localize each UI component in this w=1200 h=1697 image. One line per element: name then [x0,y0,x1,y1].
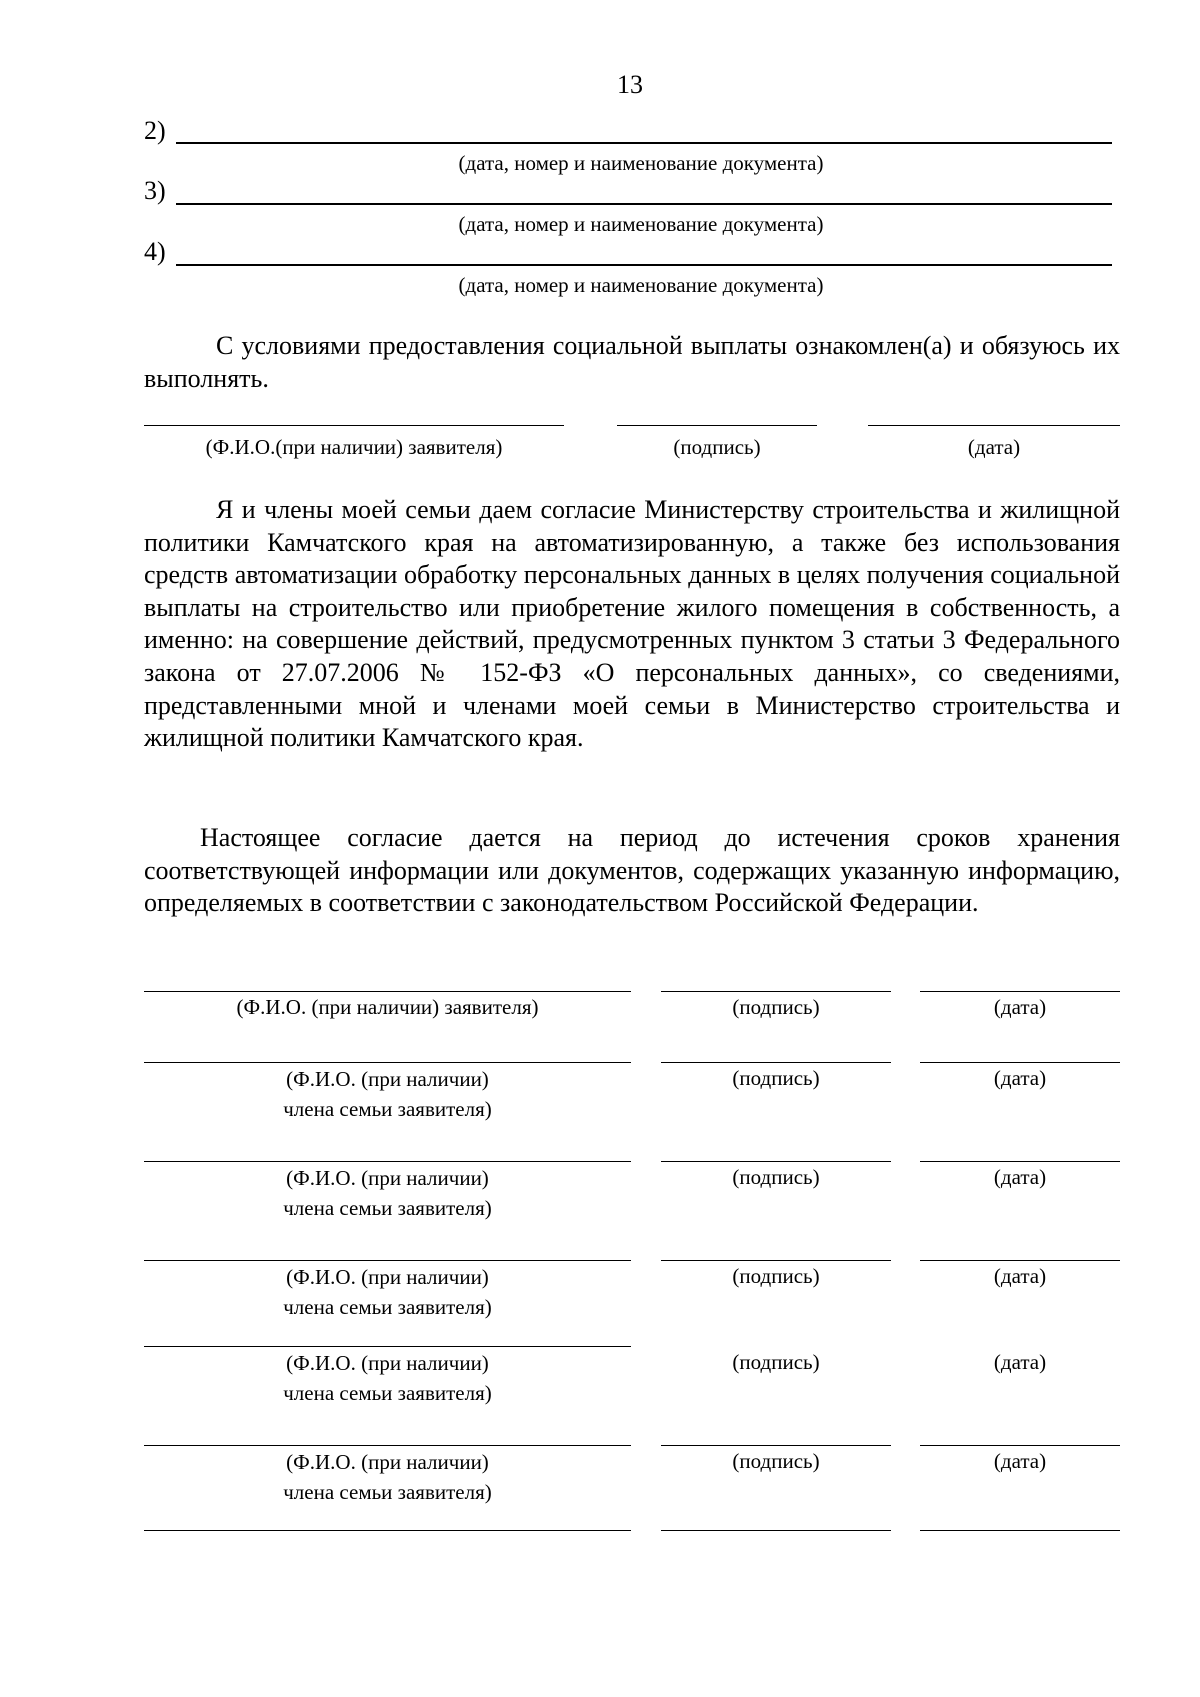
date-caption: (дата) [993,1066,1047,1090]
member-fio-caption-line2: члена семьи заявителя) [283,1097,492,1121]
member-date-line[interactable] [920,1062,1120,1063]
applicant-date-line[interactable] [920,991,1120,992]
member-fio-caption-line1: (Ф.И.О. (при наличии) [286,1166,489,1190]
document-input-line[interactable] [176,203,1112,205]
document-caption: (дата, номер и наименование документа) [458,212,824,236]
list-item-number: 4) [144,237,166,266]
member-fio-caption [144,1447,631,1507]
member-date-line[interactable] [920,1445,1120,1446]
member-date-line[interactable] [920,1260,1120,1261]
member-fio-caption [144,1262,631,1322]
member-fio-line[interactable] [144,1445,631,1446]
signature-caption: (подпись) [732,1066,820,1090]
member-date-line[interactable] [920,1161,1120,1162]
member-fio-caption-line1: (Ф.И.О. (при наличии) [286,1450,489,1474]
applicant-date-line[interactable] [868,425,1120,426]
member-fio-line[interactable] [144,1062,631,1063]
applicant-fio-caption: (Ф.И.О.(при наличии) заявителя) [205,435,503,459]
applicant-signature-line[interactable] [661,991,891,992]
member-fio-caption [144,1348,631,1408]
signature-caption: (подпись) [732,995,820,1019]
page-number: 13 [617,70,643,99]
list-item-number: 2) [144,116,166,145]
date-caption: (дата) [993,995,1047,1019]
member-fio-caption-line2: члена семьи заявителя) [283,1480,492,1504]
conditions-text: С условиями предоставления социальной выплаты ознакомлен(а) и обязуюсь их выполнять. [144,331,1120,393]
member-fio-caption-line1: (Ф.И.О. (при наличии) [286,1265,489,1289]
date-caption: (дата) [993,1350,1047,1374]
applicant-fio-line[interactable] [144,425,564,426]
member-signature-line[interactable] [661,1062,891,1063]
member-fio-caption-line1: (Ф.И.О. (при наличии) [286,1351,489,1375]
member-signature-line[interactable] [661,1260,891,1261]
member-fio-caption-line2: члена семьи заявителя) [283,1295,492,1319]
date-caption: (дата) [967,435,1021,459]
member-fio-caption [144,1163,631,1223]
member-signature-line[interactable] [661,1530,891,1531]
date-caption: (дата) [993,1165,1047,1189]
member-fio-caption-line1: (Ф.И.О. (при наличии) [286,1067,489,1091]
consent-paragraph: Я и члены моей семьи даем согласие Министерству строительства и жилищной политики Камчатского края на автоматизированную, а также без использования средств автоматизации обработку персональных данных в целях получения социальной выплаты на строительство или приобретение жилого помещения в собственность, а именно: на совершение действий, предусмотренных пунктом 3 статьи 3 Федерального закона от 27.07.2006 № 152-ФЗ «О персональных данных», со сведениями, представленными мной и членами моей семьи в Министерство строительства и жилищной политики Камчатского края. [144,495,1120,753]
signature-caption: (подпись) [732,1449,820,1473]
member-fio-line[interactable] [144,1530,631,1531]
signature-caption: (подпись) [732,1350,820,1374]
signature-caption: (подпись) [673,435,761,459]
period-paragraph: Настоящее согласие дается на период до истечения сроков хранения соответствующей информации или документов, содержащих указанную информацию, определяемых в соответствии с законодательством Российской Федерации. [144,823,1120,918]
date-caption: (дата) [993,1449,1047,1473]
member-fio-caption-line2: члена семьи заявителя) [283,1196,492,1220]
signature-caption: (подпись) [732,1264,820,1288]
list-item-number: 3) [144,176,166,205]
member-date-line[interactable] [920,1530,1120,1531]
document-caption: (дата, номер и наименование документа) [458,273,824,297]
signature-caption: (подпись) [732,1165,820,1189]
member-fio-caption [144,1064,631,1124]
applicant-fio-caption: (Ф.И.О. (при наличии) заявителя) [236,995,539,1019]
member-fio-line[interactable] [144,1161,631,1162]
member-signature-line[interactable] [661,1445,891,1446]
member-signature-line[interactable] [661,1161,891,1162]
document-caption: (дата, номер и наименование документа) [458,151,824,175]
applicant-fio-line[interactable] [144,991,631,992]
member-fio-caption-line2: члена семьи заявителя) [283,1381,492,1405]
member-fio-line[interactable] [144,1260,631,1261]
document-input-line[interactable] [176,142,1112,144]
document-input-line[interactable] [176,264,1112,266]
date-caption: (дата) [993,1264,1047,1288]
member-fio-line[interactable] [144,1346,631,1347]
applicant-signature-line[interactable] [617,425,817,426]
